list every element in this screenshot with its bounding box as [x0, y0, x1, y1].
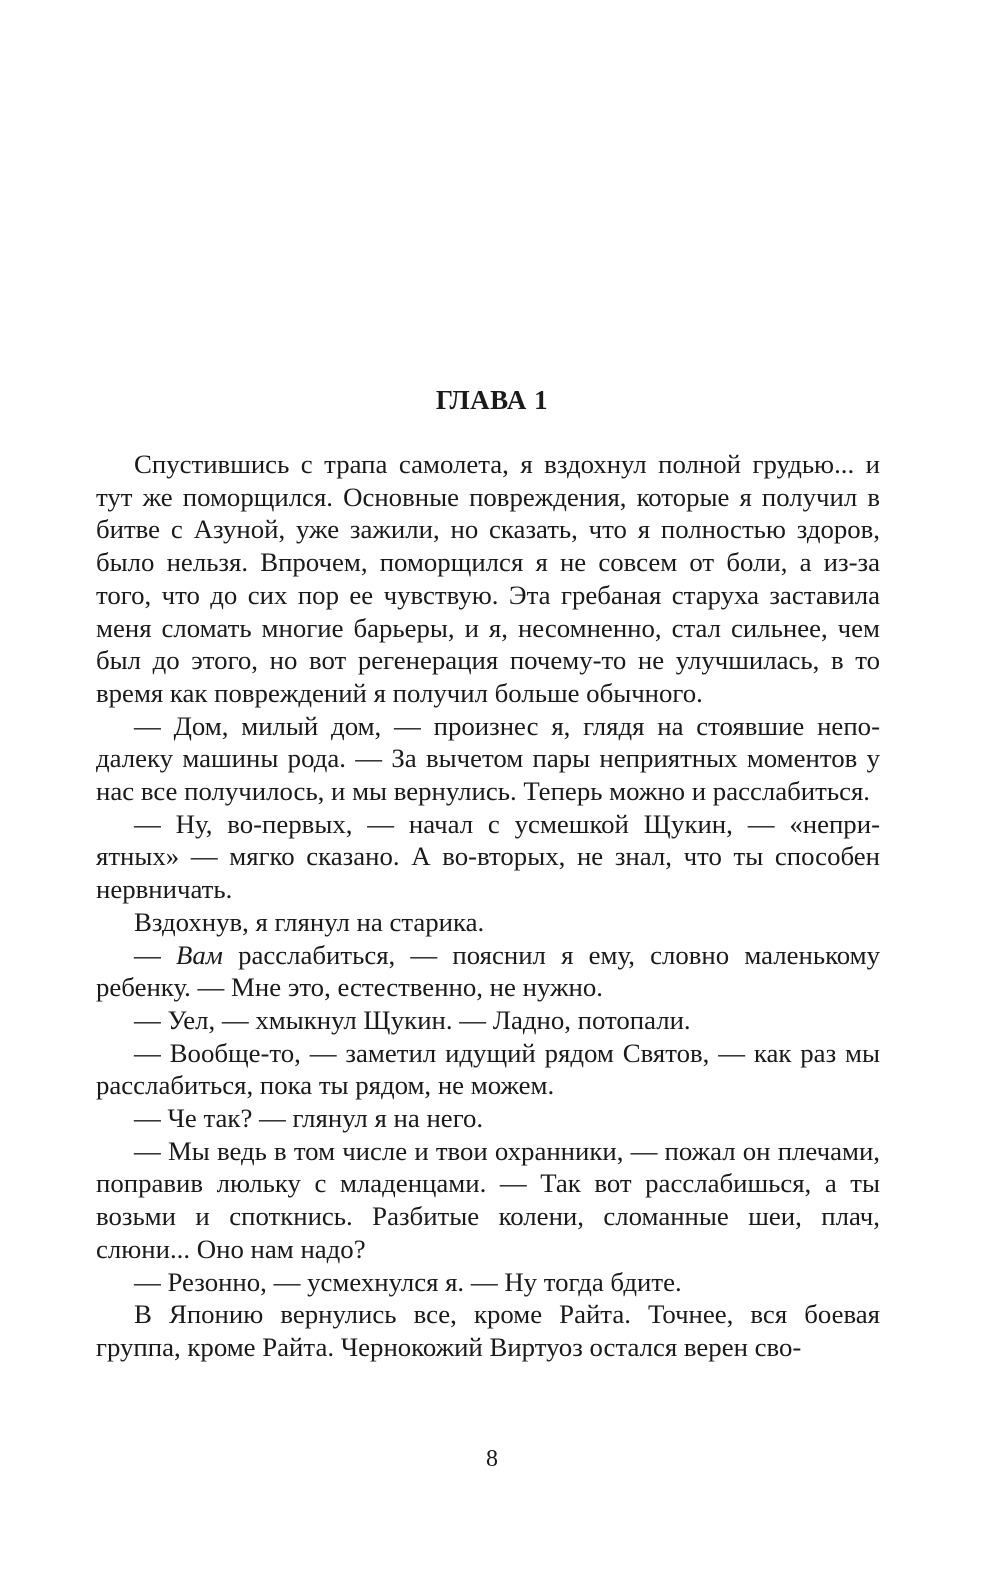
- page-number: 8: [486, 1446, 498, 1472]
- paragraph-9: — Мы ведь в том числе и твои охранники, — пожал он плечами, поправив люльку с младенцами. — Так вот расслабишься, а ты возьми и споткнись. Разбитые колени, сломанные шеи, плач, слюни... Оно нам надо?: [96, 1135, 880, 1264]
- paragraph-5-text: расслабиться, — пояснил я ему, словно маленькому ребенку. — Мне это, естественно, не нужно.: [96, 939, 880, 1003]
- paragraph-8: — Че так? — глянул я на него.: [134, 1103, 484, 1134]
- paragraph-4: Вздохнув, я глянул на старика.: [134, 906, 485, 937]
- dialogue-dash: —: [134, 939, 176, 970]
- paragraph-2: — Дом, милый дом, — произнес я, глядя на стоявшие неподалеку машины рода. — За вычетом пары неприятных моментов у нас все получилось, и мы вернулись. Теперь можно и расслабиться.: [96, 710, 880, 807]
- paragraph-3: — Ну, во-первых, — начал с усмешкой Щукин, — «неприятных» — мягко сказано. А во-вторых, не знал, что ты способен нервничать.: [96, 808, 880, 905]
- chapter-title: ГЛАВА 1: [435, 385, 549, 415]
- paragraph-7: — Вообще-то, — заметил идущий рядом Святов, — как раз мы расслабиться, пока ты рядом, не можем.: [96, 1037, 880, 1101]
- paragraph-10: — Резонно, — усмехнулся я. — Ну тогда бдите.: [134, 1266, 682, 1297]
- emphasis-word: Вам: [176, 939, 223, 970]
- paragraph-6: — Уел, — хмыкнул Щукин. — Ладно, потопали.: [134, 1004, 691, 1035]
- paragraph-1: Спустившись с трапа самолета, я вздохнул полной грудью... и тут же поморщился. Основные повреждения, которые я получил в битве с Азуной, уже зажили, но сказать, что я полностью здоров, было нельзя. Впрочем, поморщился я не совсем от боли, а из-за того, что до сих пор ее чувствую. Эта гребаная старуха заставила меня сломать многие барьеры, и я, несомненно, стал сильнее, чем был до этого, но вот регенерация почему-то не улучшилась, в то время как повреждений я получил больше обычного.: [96, 449, 880, 708]
- paragraph-11: В Японию вернулись все, кроме Райта. Точнее, вся боевая группа, кроме Райта. Чернокожий Виртуоз остался верен сво-: [96, 1299, 880, 1362]
- chapter-body: [96, 448, 880, 1364]
- paragraph-5: [96, 939, 880, 1004]
